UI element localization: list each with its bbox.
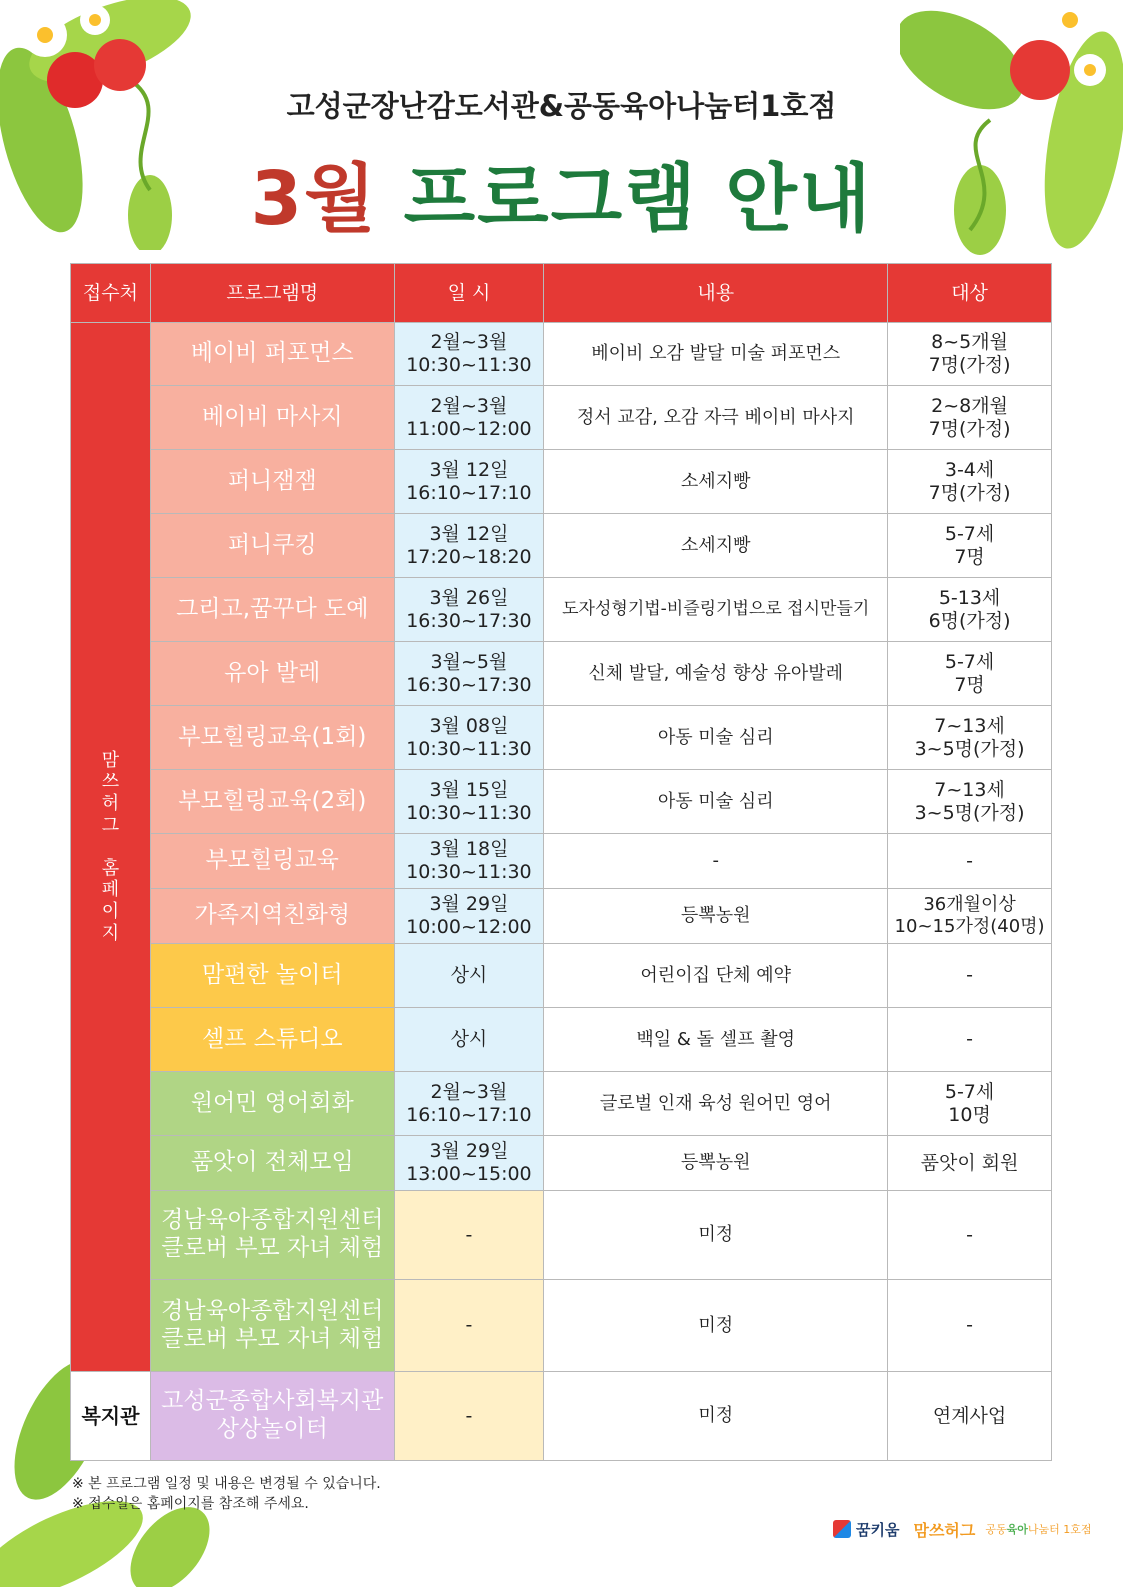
footnotes	[72, 1474, 381, 1515]
program-name: 경남육아종합지원센터 클로버 부모 자녀 체험	[150, 1191, 394, 1280]
program-content: 도자성형기법-비즐링기법으로 접시만들기	[544, 578, 888, 642]
program-datetime: 3월 12일 16:10~17:10	[394, 450, 544, 514]
program-content: 미정	[544, 1372, 888, 1461]
program-datetime: 상시	[394, 1008, 544, 1072]
kkumkium-logo-text: 꿈키움	[856, 1520, 900, 1539]
program-content: 아동 미술 심리	[544, 770, 888, 834]
program-content: 소세지빵	[544, 450, 888, 514]
program-target: -	[888, 834, 1052, 889]
program-content: 베이비 오감 발달 미술 퍼포먼스	[544, 323, 888, 386]
program-target: 연계사업	[888, 1372, 1052, 1461]
table-row	[71, 1280, 1052, 1372]
table-header-row	[71, 264, 1052, 323]
program-datetime: 3월~5월 16:30~17:30	[394, 642, 544, 706]
program-datetime: 2월~3월 10:30~11:30	[394, 323, 544, 386]
program-content: 어린이집 단체 예약	[544, 944, 888, 1008]
footnote-reception-date: ※ 접수일은 홈페이지를 참조해 주세요.	[72, 1496, 309, 1513]
sponsor-logos	[833, 1516, 1091, 1542]
program-target: 8~5개월 7명(가정)	[888, 323, 1052, 386]
program-datetime: 3월 29일 10:00~12:00	[394, 889, 544, 944]
table-row	[71, 386, 1052, 450]
nanumteo-logo	[985, 1521, 1091, 1537]
program-name: 부모힐링교육(1회)	[150, 706, 394, 770]
program-datetime: 3월 29일 13:00~15:00	[394, 1136, 544, 1191]
reception-label: 맘 쓰 허 그 홈 페 이 지	[101, 749, 120, 944]
reception-momsshug-homepage	[71, 323, 151, 1372]
momsshug-logo: 맘쓰허그	[913, 1520, 976, 1540]
program-target: -	[888, 1280, 1052, 1372]
program-datetime: 3월 15일 10:30~11:30	[394, 770, 544, 834]
program-target: 3-4세 7명(가정)	[888, 450, 1052, 514]
program-content: 등뽁농원	[544, 1136, 888, 1191]
program-target: 2~8개월 7명(가정)	[888, 386, 1052, 450]
table-row	[71, 1191, 1052, 1280]
table-row	[71, 578, 1052, 642]
table-row	[71, 1072, 1052, 1136]
program-datetime: 3월 08일 10:30~11:30	[394, 706, 544, 770]
program-name: 부모힐링교육	[150, 834, 394, 889]
program-target: 5-7세 7명	[888, 514, 1052, 578]
header-program-name: 프로그램명	[150, 264, 394, 323]
kkumkium-logo	[833, 1519, 899, 1540]
table-row	[71, 1008, 1052, 1072]
page-title	[0, 140, 1123, 246]
program-target: -	[888, 944, 1052, 1008]
program-datetime: -	[394, 1280, 544, 1372]
table-row	[71, 889, 1052, 944]
table-row	[71, 770, 1052, 834]
table-row	[71, 834, 1052, 889]
program-content: -	[544, 834, 888, 889]
program-target: 품앗이 회원	[888, 1136, 1052, 1191]
header-reception: 접수처	[71, 264, 151, 323]
program-name: 고성군종합사회복지관 상상놀이터	[150, 1372, 394, 1461]
header-content: 내용	[544, 264, 888, 323]
program-name: 퍼니쿠킹	[150, 514, 394, 578]
table-row	[71, 706, 1052, 770]
table-row	[71, 1372, 1052, 1461]
title-month: 3월	[250, 156, 378, 242]
program-datetime: 2월~3월 16:10~17:10	[394, 1072, 544, 1136]
program-name: 맘편한 놀이터	[150, 944, 394, 1008]
header-datetime: 일 시	[394, 264, 544, 323]
program-name: 유아 발레	[150, 642, 394, 706]
program-name: 그리고,꿈꾸다 도예	[150, 578, 394, 642]
program-schedule-table	[70, 263, 1052, 1461]
reception-welfare-center: 복지관	[71, 1372, 151, 1461]
program-content: 소세지빵	[544, 514, 888, 578]
program-datetime: 2월~3월 11:00~12:00	[394, 386, 544, 450]
program-name: 베이비 퍼포먼스	[150, 323, 394, 386]
program-name: 가족지역친화형	[150, 889, 394, 944]
table-row	[71, 1136, 1052, 1191]
program-content: 글로벌 인재 육성 원어민 영어	[544, 1072, 888, 1136]
table-row	[71, 944, 1052, 1008]
program-target: 36개월이상 10~15가정(40명)	[888, 889, 1052, 944]
program-datetime: 3월 12일 17:20~18:20	[394, 514, 544, 578]
kkumkium-logo-icon	[833, 1520, 851, 1538]
program-name: 원어민 영어회화	[150, 1072, 394, 1136]
program-target: 5-7세 7명	[888, 642, 1052, 706]
program-name: 셀프 스튜디오	[150, 1008, 394, 1072]
program-name: 경남육아종합지원센터 클로버 부모 자녀 체험	[150, 1280, 394, 1372]
program-content: 정서 교감, 오감 자극 베이비 마사지	[544, 386, 888, 450]
program-target: 5-13세 6명(가정)	[888, 578, 1052, 642]
program-datetime: -	[394, 1372, 544, 1461]
program-datetime: 상시	[394, 944, 544, 1008]
nanumteo-logo-suffix: 나눔터 1호점	[1027, 1523, 1092, 1536]
program-content: 미정	[544, 1191, 888, 1280]
program-target: 5-7세 10명	[888, 1072, 1052, 1136]
program-target: -	[888, 1008, 1052, 1072]
program-target: 7~13세 3~5명(가정)	[888, 770, 1052, 834]
program-datetime: 3월 26일 16:30~17:30	[394, 578, 544, 642]
program-name: 베이비 마사지	[150, 386, 394, 450]
program-target: 7~13세 3~5명(가정)	[888, 706, 1052, 770]
program-content: 신체 발달, 예술성 향상 유아발레	[544, 642, 888, 706]
program-name: 품앗이 전체모임	[150, 1136, 394, 1191]
library-name-subtitle: 고성군장난감도서관&공동육아나눔터1호점	[286, 89, 837, 123]
program-datetime: -	[394, 1191, 544, 1280]
table-row	[71, 450, 1052, 514]
title-text: 프로그램 안내	[403, 156, 873, 242]
program-datetime: 3월 18일 10:30~11:30	[394, 834, 544, 889]
table-row	[71, 323, 1052, 386]
program-content: 아동 미술 심리	[544, 706, 888, 770]
table-row	[71, 642, 1052, 706]
program-content: 등뽁농원	[544, 889, 888, 944]
program-content: 미정	[544, 1280, 888, 1372]
program-target: -	[888, 1191, 1052, 1280]
header-target: 대상	[888, 264, 1052, 323]
program-content: 백일 & 돌 셀프 촬영	[544, 1008, 888, 1072]
nanumteo-logo-mid: 육아	[1006, 1523, 1028, 1536]
program-name: 부모힐링교육(2회)	[150, 770, 394, 834]
table-row	[71, 514, 1052, 578]
nanumteo-logo-prefix: 공동	[985, 1523, 1007, 1536]
program-name: 퍼니잼잼	[150, 450, 394, 514]
footnote-schedule-change: ※ 본 프로그램 일정 및 내용은 변경될 수 있습니다.	[72, 1476, 381, 1492]
